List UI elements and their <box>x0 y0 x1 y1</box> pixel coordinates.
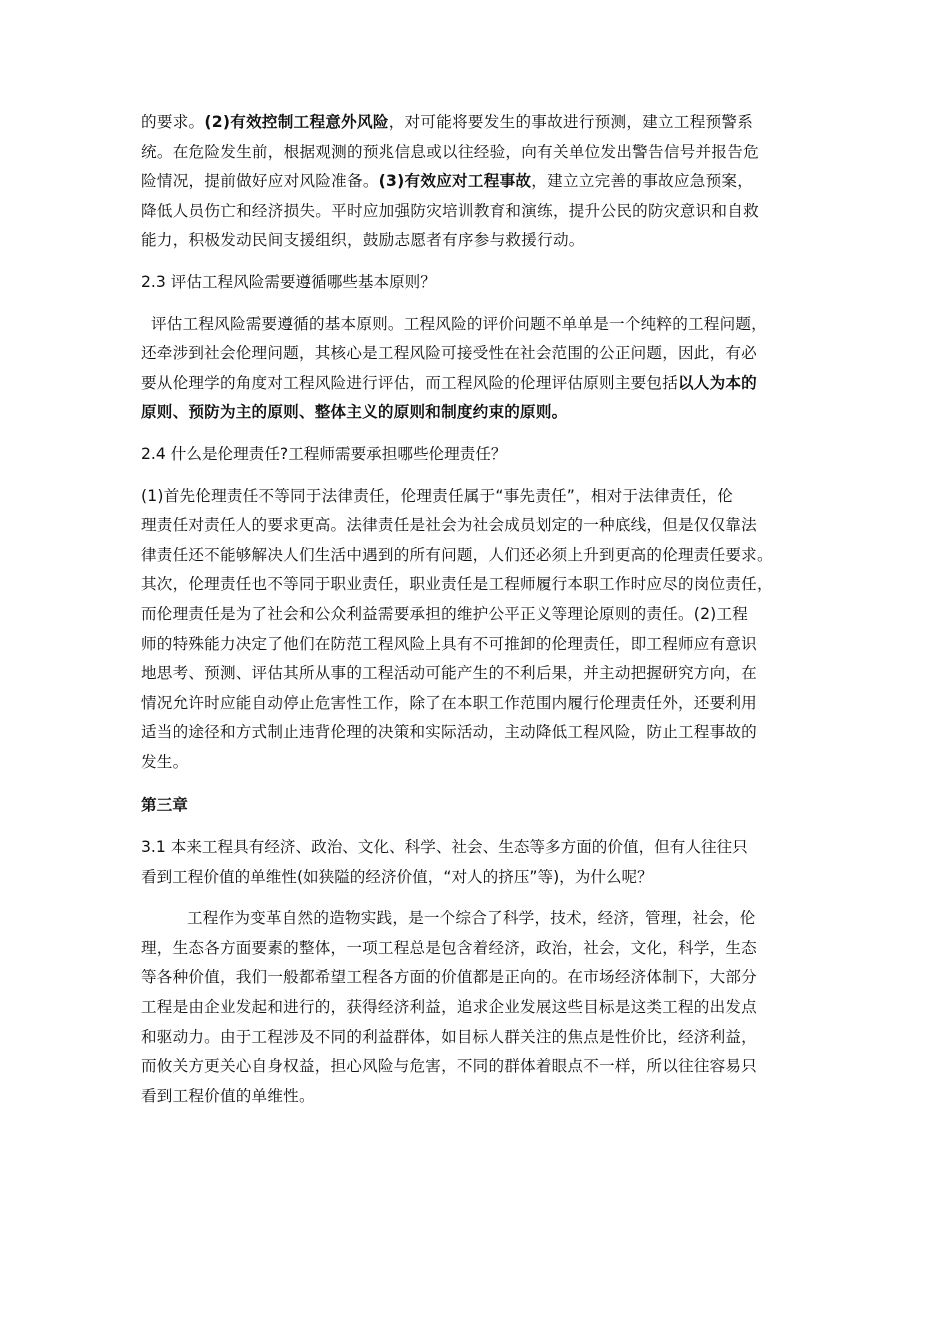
text-line: 情况允许时应能自动停止危害性工作，除了在本职工作范围内履行伦理责任外，还要利用 <box>141 693 757 712</box>
chapter-heading: 第三章 <box>141 796 188 815</box>
text-line: 而攸关方更关心自身权益，担心风险与危害，不同的群体着眼点不一样，所以往往容易只 <box>141 1057 757 1076</box>
question-2-4: 2.4 什么是伦理责任?工程师需要承担哪些伦理责任？ <box>141 444 507 463</box>
document-page <box>141 108 813 1111</box>
paragraph-risk-principles <box>141 310 813 428</box>
text-line: 师的特殊能力决定了他们在防范工程风险上具有不可推卸的伦理责任，即工程师应有意识 <box>141 634 757 653</box>
question-3-1 <box>141 833 813 892</box>
text-line: (1)首先伦理责任不等同于法律责任，伦理责任属于“事先责任”，相对于法律责任，伦 <box>141 486 734 505</box>
text-line: 降低人员伤亡和经济损失。平时应加强防灾培训教育和演练，提升公民的防灾意识和自救 <box>141 201 759 220</box>
bold-line: 原则、预防为主的原则、整体主义的原则和制度约束的原则。 <box>141 403 568 422</box>
text-line: 发生。 <box>141 752 189 771</box>
text-line: 和驱动力。由于工程涉及不同的利益群体，如目标人群关注的焦点是性价比，经济利益， <box>141 1027 757 1046</box>
text-line: 律责任还不能够解决人们生活中遇到的所有问题，人们还必须上升到更高的伦理责任要求。 <box>141 545 773 564</box>
paragraph-ethical-responsibility <box>141 482 813 778</box>
text-line: 地思考、预测、评估其所从事的工程活动可能产生的不利后果，并主动把握研究方向，在 <box>141 664 757 683</box>
bold-phrase: (2)有效控制工程意外风险 <box>204 113 389 131</box>
text-line: 理责任对责任人的要求更高。法律责任是社会为社会成员划定的一种底线，但是仅仅靠法 <box>141 516 757 535</box>
text-line: 3.1 本来工程具有经济、政治、文化、科学、社会、生态等多方面的价值，但有人往往只 <box>141 838 748 857</box>
text-line: 险情况，提前做好应对风险准备。(3)有效应对工程事故，建立立完善的事故应急预案， <box>141 172 754 191</box>
text-line: 其次，伦理责任也不等同于职业责任，职业责任是工程师履行本职工作时应尽的岗位责任， <box>141 575 773 594</box>
bold-phrase: (3)有效应对工程事故 <box>378 172 532 191</box>
text-line: 统。在危险发生前，根据观测的预兆信息或以往经验，向有关单位发出警告信号并报告危 <box>141 142 759 161</box>
text-line: 的要求。(2)有效控制工程意外风险，对可能将要发生的事故进行预测，建立工程预警系 <box>141 113 754 131</box>
question-2-3: 2.3 评估工程风险需要遵循哪些基本原则？ <box>141 272 436 291</box>
text-line: 能力，积极发动民间支援组织，鼓励志愿者有序参与救援行动。 <box>141 231 585 250</box>
text-line: 还牵涉到社会伦理问题，其核心是工程风险可接受性在社会范围的公正问题，因此，有必 <box>141 344 757 363</box>
paragraph-engineering-value <box>141 904 813 1111</box>
bold-phrase: 以人为本的 <box>678 373 757 392</box>
text-line: 看到工程价值的单维性。 <box>141 1086 315 1105</box>
text-line: 适当的途径和方式制止违背伦理的决策和实际活动，主动降低工程风险，防止工程事故的 <box>141 723 757 742</box>
text-line: 看到工程价值的单维性(如狭隘的经济价值，“对人的挤压”等)，为什么呢？ <box>141 867 653 886</box>
text-line: 理，生态各方面要素的整体，一项工程总是包含着经济，政治，社会，文化，科学，生态 <box>141 938 757 957</box>
paragraph-risk-control <box>141 108 813 256</box>
text-line: 要从伦理学的角度对工程风险进行评估，而工程风险的伦理评估原则主要包括以人为本的 <box>141 373 757 392</box>
text-line: 等各种价值，我们一般都希望工程各方面的价值都是正向的。在市场经济体制下，大部分 <box>141 968 757 987</box>
text-line: 工程作为变革自然的造物实践，是一个综合了科学，技术，经济，管理，社会，伦 <box>187 909 756 928</box>
text-line: 而伦理责任是为了社会和公众利益需要承担的维护公平正义等理论原则的责任。(2)工程 <box>141 604 749 623</box>
text-line: 工程是由企业发起和进行的，获得经济利益，追求企业发展这些目标是这类工程的出发点 <box>141 998 757 1017</box>
text-line: 评估工程风险需要遵循的基本原则。工程风险的评价问题不单单是一个纯粹的工程问题， <box>151 314 767 333</box>
